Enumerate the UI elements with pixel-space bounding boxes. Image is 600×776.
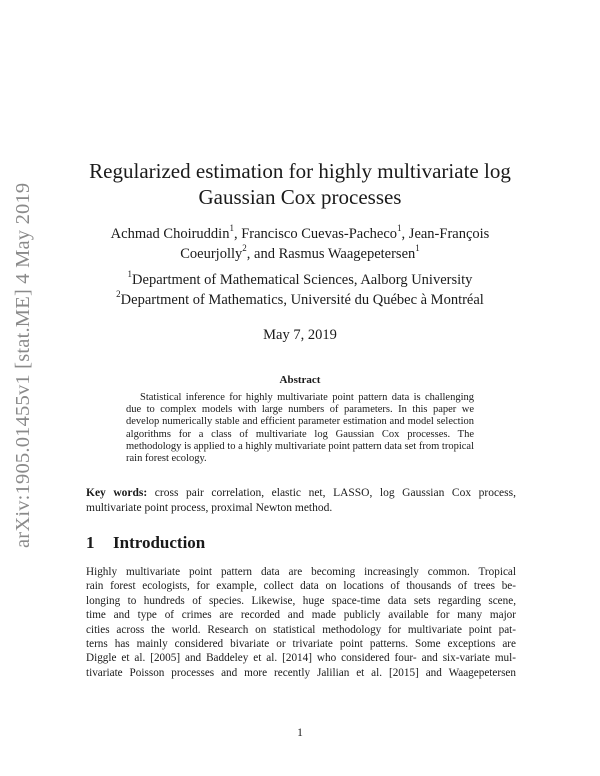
author-list bbox=[90, 224, 510, 264]
affiliation-mark: 2 bbox=[116, 289, 121, 300]
author-affiliation-mark: 2 bbox=[242, 243, 247, 254]
author-affiliation-mark: 1 bbox=[229, 223, 234, 234]
affiliation-text: Department of Mathematical Sciences, Aalborg University bbox=[132, 272, 473, 288]
author-separator: , bbox=[233, 226, 242, 242]
section-heading bbox=[86, 533, 205, 553]
paragraph-line: Diggle et al. [2005] and Baddeley et al. [2014] who considered four- and six-variate mul- bbox=[86, 652, 516, 665]
abstract-text: Statistical inference for highly multivariate point pattern data is challenging due to complex models with large numbers of parameters. In this paper we develop numerically stable and efficient parameter estimation and model selection algorithms for a class of multivariate log Gaussian Cox processes. The methodology is applied to a highly multivariate point pattern data set from tropical rain forest ecology. bbox=[126, 392, 474, 465]
keywords bbox=[86, 486, 516, 516]
paragraph-line: tivariate Poisson processes and more recently Jalilian et al. [2015] and Waagepetersen bbox=[86, 666, 516, 679]
author-name: Rasmus Waagepetersen bbox=[278, 246, 416, 262]
title-line-2: Gaussian Cox processes bbox=[198, 185, 402, 209]
author-separator: , bbox=[401, 226, 409, 242]
author-affiliation-mark: 1 bbox=[415, 243, 420, 254]
affiliation-mark: 1 bbox=[127, 269, 133, 280]
paragraph-line: time and type of crimes are recorded and made publicly available for many major bbox=[86, 609, 516, 622]
paragraph-line: terns has mainly considered bivariate or trivariate point patterns. Some exceptions are bbox=[86, 638, 516, 651]
author-affiliation-mark: 1 bbox=[397, 223, 402, 234]
paper-title bbox=[80, 158, 520, 210]
arxiv-identifier: arXiv:1905.01455v1 [stat.ME] 4 May 2019 bbox=[12, 182, 34, 548]
abstract-heading: Abstract bbox=[279, 374, 321, 386]
paragraph-line: rain forest ecologists, for example, collect data on locations of thousands of trees be- bbox=[86, 580, 516, 593]
section-title: Introduction bbox=[113, 533, 206, 552]
affiliation bbox=[60, 270, 540, 290]
affiliation-text: Department of Mathematics, Université du Québec à Montréal bbox=[120, 292, 484, 308]
paragraph-line: Highly multivariate point pattern data are becoming increasingly common. Tropical bbox=[86, 566, 516, 578]
author-name: Francisco Cuevas-Pacheco bbox=[241, 226, 398, 242]
affiliation bbox=[60, 290, 540, 310]
paper-date: May 7, 2019 bbox=[263, 327, 337, 343]
paragraph-line: longing to hundreds of species. Likewise, huge space-time data sets regarding scene, bbox=[86, 594, 516, 607]
author-name-last: Coeurjolly bbox=[180, 246, 243, 262]
intro-paragraph bbox=[86, 565, 516, 680]
keywords-label: Key words: bbox=[86, 487, 148, 499]
section-number: 1 bbox=[86, 533, 95, 552]
paragraph-line: cities across the world. Research on statistical methodology for multivariate point pat- bbox=[86, 623, 516, 636]
author-name-first: Jean-François bbox=[408, 226, 490, 242]
page-number: 1 bbox=[297, 727, 303, 739]
keywords-text: cross pair correlation, elastic net, LASSO, log Gaussian Cox process, multivariate point process, proximal Newton method. bbox=[86, 487, 516, 514]
author-separator: , and bbox=[246, 246, 279, 262]
title-line-1: Regularized estimation for highly multivariate log bbox=[89, 159, 511, 183]
author-name: Achmad Choiruddin bbox=[110, 226, 230, 242]
